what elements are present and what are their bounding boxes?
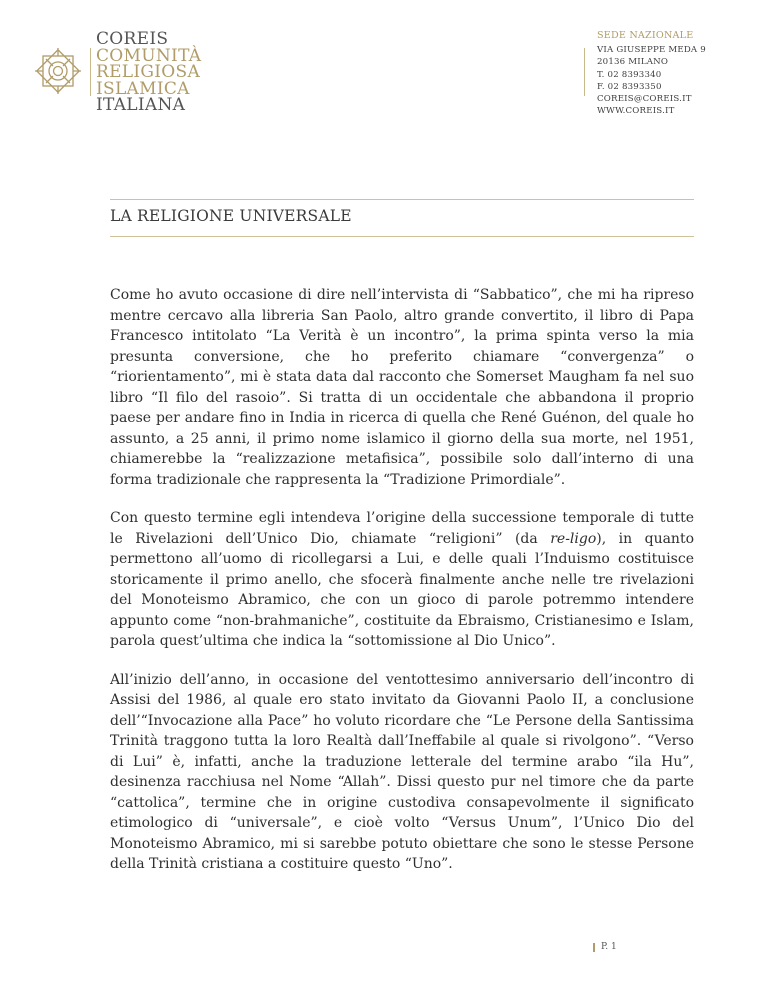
org-line: RELIGIOSA	[96, 62, 201, 82]
paragraph	[110, 285, 694, 490]
address-line: VIA GIUSEPPE MEDA 9	[597, 45, 706, 56]
organization-name	[96, 31, 201, 114]
header-separator-right	[584, 48, 585, 96]
org-line: COREIS	[96, 29, 169, 49]
paragraph	[110, 670, 694, 875]
document-title: LA RELIGIONE UNIVERSALE	[110, 207, 352, 225]
page-marker-icon	[593, 943, 595, 952]
page-number-label: P. 1	[601, 942, 617, 952]
paragraph-text: Come ho avuto occasione di dire nell’intervista di “Sabbatico”, che mi ha ripreso mentre cercavo alla libreria San Paolo, altro grande convertito, il libro di Papa Francesco intitolato “La Verità è un incontro”, la prima spinta verso la mia presunta conversione, che ho preferito chiamare “convergenza” o “riorientamento”, mi è stata data dal racconto che Somerset Maugham fa nel suo libro “Il filo del rasoio”. Si tratta di un occidentale che abbandona il proprio paese per andare fino in India in ricerca di quella che René Guénon, del quale ho assunto, a 25 anni, il primo nome islamico il giorno della sua morte, nel 1951, chiamerebbe la “realizzazione metafisica”, possibile solo dall’interno di una forma tradizionale che rappresenta la “Tradizione Primordiale”.	[110, 287, 694, 488]
org-line: ISLAMICA	[96, 78, 190, 99]
paragraph-text: Con questo termine egli intendeva l’origine della successione temporale di tutte le Rivelazioni dell’Unico Dio, chiamate “religioni” (da	[110, 510, 694, 547]
coreis-logo-icon	[33, 46, 83, 96]
document-body	[110, 285, 694, 893]
header-separator-left	[90, 48, 91, 96]
paragraph-text: All’inizio dell’anno, in occasione del ventottesimo anniversario dell’incontro di Assisi del 1986, al quale ero stato invitato da Giovanni Paolo II, a conclusione dell’“Invocazione alla Pace” ho voluto ricordare che “Le Persone della Santissima Trinità traggono tutta la loro Realtà dall’Ineffabile al quale si rivolgono”. “Verso di Lui” è, infatti, anche la traduzione letterale del termine arabo “ila Hu”, desinenza racchiusa nel Nome “Allah”. Dissi questo pur nel timore che da parte “cattolica”, termine che in origine custodiva consapevolmente il significato etimologico di “universale”, e cioè volto “Versus Unum”, l’Unico Dio del Monoteismo Abramico, mi si sarebbe potuto obiettare che sono le stesse Persone della Trinità cristiana a costituire questo “Uno”.	[110, 671, 694, 872]
paragraph-text: ), in quanto permettono all’uomo di ricollegarsi a Lui, e delle quali l’Induismo costituisce storicamente il primo anello, che sfocerà finalmente anche nelle tre rivelazioni del Monoteismo Abramico, che con un gioco di parole potremmo intendere appunto come “non-brahmaniche”, costituite da Ebraismo, Cristianesimo e Islam, parola quest’ultima che indica la “sottomissione al Dio Unico”.	[110, 530, 695, 649]
phone-line: T. 02 8393340	[597, 69, 662, 80]
website-link[interactable]: WWW.COREIS.IT	[597, 106, 675, 117]
paragraph-emphasis: re-ligo	[550, 530, 597, 547]
paragraph	[110, 508, 694, 652]
org-line: ITALIANA	[96, 95, 186, 115]
org-line: COMUNITÀ	[96, 45, 202, 66]
sede-label: SEDE NAZIONALE	[597, 30, 694, 41]
email-link[interactable]: COREIS@COREIS.IT	[597, 94, 692, 105]
title-rule-bottom	[110, 236, 694, 237]
fax-line: F. 02 8393350	[597, 81, 662, 92]
address-block	[597, 30, 706, 117]
title-rule-top	[110, 199, 694, 200]
page-number	[593, 942, 617, 952]
address-line: 20136 MILANO	[597, 57, 669, 68]
